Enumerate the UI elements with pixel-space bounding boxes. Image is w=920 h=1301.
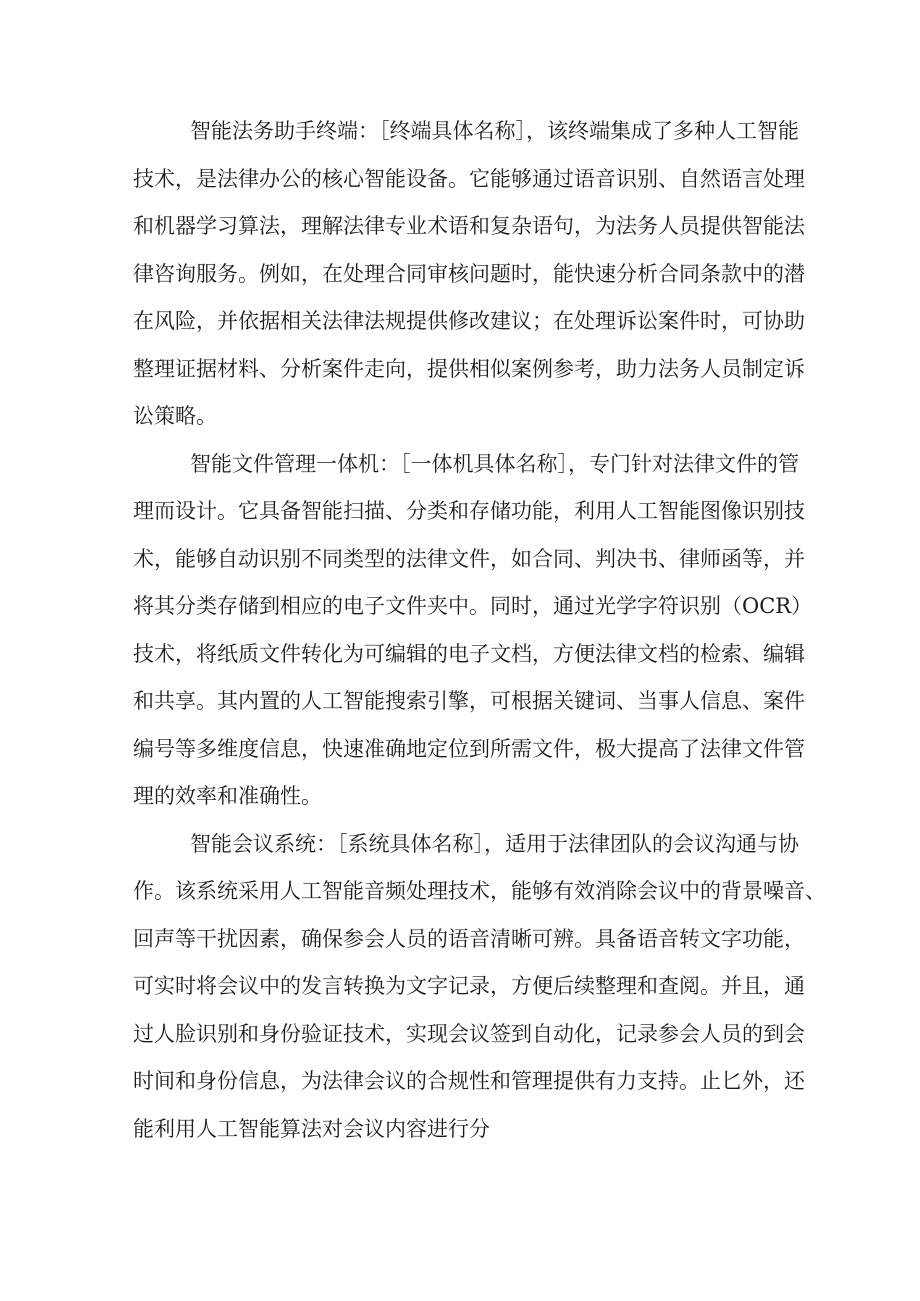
paragraph-line: 回声等干扰因素，确保参会人员的语音清晰可辨。具备语音转文字功能， — [133, 926, 805, 951]
paragraph-smart-legal-assistant — [133, 114, 805, 447]
paragraph-line: 和机器学习算法，理解法律专业术语和复杂语句，为法务人员提供智能法 — [133, 214, 805, 238]
paragraph-line: 智能法务助手终端：［终端具体名称］，该终端集成了多种人工智能 — [190, 119, 799, 143]
paragraph-line: 能利用人工智能算法对会议内容进行分 — [133, 1116, 490, 1141]
paragraph-line: 术，能够自动识别不同类型的法律文件，如合同、判决书、律师函等，并 — [133, 546, 805, 571]
paragraph-line: 整理证据材料、分析案件走向，提供相似案例参考，助力法务人员制定诉 — [133, 356, 805, 381]
paragraph-line: 时间和身份信息，为法律会议的合规性和管理提供有力支持。止匕外，还 — [133, 1069, 805, 1093]
paragraph-line: 在风险，并依据相关法律法规提供修改建议；在处理诉讼案件时，可协助 — [133, 309, 805, 333]
paragraph-line: 作。该系统采用人工智能音频处理技术，能够有效消除会议中的背景噪音、 — [133, 879, 826, 903]
paragraph-line: 可实时将会议中的发言转换为文字记录，方便后续整理和查阅。并且，通 — [133, 974, 805, 998]
paragraph-smart-file-management — [133, 447, 813, 827]
document-body — [133, 114, 826, 1159]
paragraph-line: 智能文件管理一体机：［一体机具体名称］，专门针对法律文件的管 — [190, 451, 799, 476]
paragraph-line: 和共享。其内置的人工智能搜索引擎，可根据关键词、当事人信息、案件 — [133, 689, 805, 713]
paragraph-line: 将其分类存储到相应的电子文件夹中。同时，通过光学字符识别（OCR） — [133, 594, 813, 618]
paragraph-line: 编号等多维度信息，快速准确地定位到所需文件，极大提高了法律文件管 — [133, 736, 805, 761]
paragraph-line: 智能会议系统：［系统具体名称］，适用于法律团队的会议沟通与协 — [190, 831, 799, 856]
paragraph-smart-meeting-system — [133, 827, 826, 1160]
paragraph-line: 理的效率和准确性。 — [133, 784, 322, 808]
paragraph-line: 理而设计。它具备智能扫描、分类和存储功能，利用人工智能图像识别技 — [133, 499, 805, 523]
paragraph-line: 讼策略。 — [133, 404, 217, 428]
paragraph-line: 技术，是法律办公的核心智能设备。它能够通过语音识别、自然语言处理 — [133, 166, 805, 191]
paragraph-line: 过人脸识别和身份验证技术，实现会议签到自动化，记录参会人员的到会 — [133, 1021, 805, 1046]
paragraph-line: 律咨询服务。例如，在处理合同审核问题时，能快速分析合同条款中的潜 — [133, 261, 805, 286]
paragraph-line: 技术，将纸质文件转化为可编辑的电子文档，方便法律文档的检索、编辑 — [133, 641, 805, 666]
